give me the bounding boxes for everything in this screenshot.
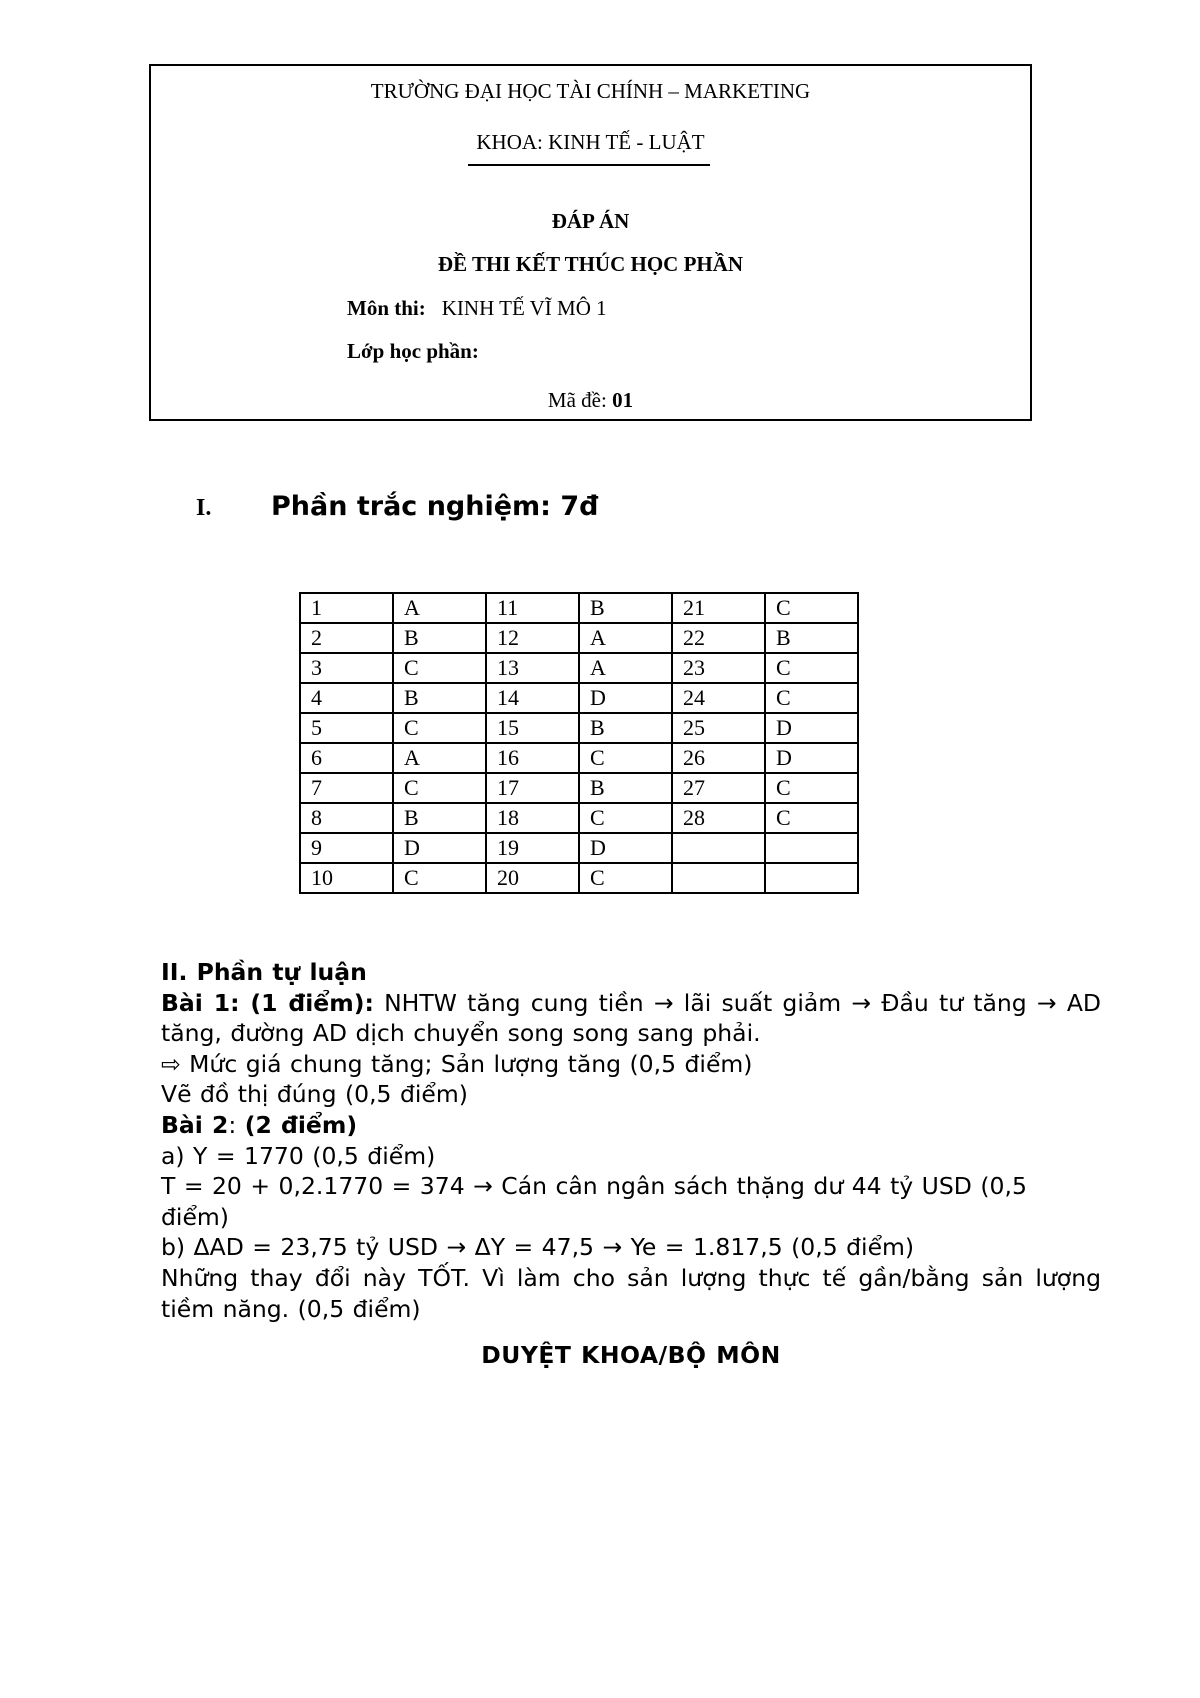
table-row: [300, 773, 858, 803]
bai2-part-b: b) ΔAD = 23,75 tỷ USD → ΔY = 47,5 → Ye = 1.817,5 (0,5 điểm): [161, 1233, 915, 1262]
answer-letter-cell: A: [393, 593, 486, 623]
subject-value: KINH TẾ VĨ MÔ 1: [441, 296, 607, 320]
answer-letter-cell: C: [765, 683, 858, 713]
exam-code-value: 01: [612, 388, 634, 412]
table-row: [300, 803, 858, 833]
table-row: [300, 863, 858, 893]
question-number-cell: [672, 863, 765, 893]
answer-letter-cell: B: [393, 803, 486, 833]
table-row: [300, 683, 858, 713]
bai2-points: (2 điểm): [244, 1110, 358, 1139]
faculty-name: KHOA: KINH TẾ - LUẬT: [476, 130, 705, 154]
answer-letter-cell: D: [765, 713, 858, 743]
faculty-underline: [468, 164, 710, 166]
answer-letter-cell: C: [579, 863, 672, 893]
question-number-cell: 21: [672, 593, 765, 623]
answer-letter-cell: C: [393, 863, 486, 893]
question-number-cell: 1: [300, 593, 393, 623]
answer-letter-cell: B: [393, 683, 486, 713]
table-row: [300, 593, 858, 623]
answer-letter-cell: C: [765, 593, 858, 623]
question-number-cell: 11: [486, 593, 579, 623]
bai2-heading: [161, 1110, 1101, 1141]
section-1-heading: [196, 489, 598, 525]
answer-letter-cell: C: [393, 773, 486, 803]
answer-letter-cell: A: [579, 623, 672, 653]
subject-field: [347, 296, 607, 320]
answer-letter-cell: [765, 833, 858, 863]
question-number-cell: 3: [300, 653, 393, 683]
question-number-cell: 23: [672, 653, 765, 683]
answer-letter-cell: B: [579, 593, 672, 623]
exam-code: [151, 388, 1030, 412]
document-title: ĐÁP ÁN: [551, 209, 630, 233]
answer-letter-cell: B: [765, 623, 858, 653]
answer-letter-cell: C: [765, 773, 858, 803]
essay-section: [161, 957, 1101, 1371]
question-number-cell: 25: [672, 713, 765, 743]
bai1-text: NHTW tăng cung tiền → lãi suất giảm → Đầu tư tăng → AD tăng, đường AD dịch chuyển song song sang phải.: [161, 988, 1101, 1048]
exam-header-box: [149, 64, 1032, 421]
bai2-tax-line: T = 20 + 0,2.1770 = 374 → Cán cân ngân sách thặng dư 44 tỷ USD (0,5 điểm): [161, 1172, 1027, 1231]
question-number-cell: 24: [672, 683, 765, 713]
table-row: [300, 653, 858, 683]
table-row: [300, 743, 858, 773]
answer-letter-cell: B: [579, 713, 672, 743]
question-number-cell: 28: [672, 803, 765, 833]
question-number-cell: 4: [300, 683, 393, 713]
answer-letter-cell: C: [579, 743, 672, 773]
question-number-cell: 19: [486, 833, 579, 863]
answer-letter-cell: A: [393, 743, 486, 773]
answer-letter-cell: C: [765, 653, 858, 683]
question-number-cell: 15: [486, 713, 579, 743]
question-number-cell: 20: [486, 863, 579, 893]
question-number-cell: 5: [300, 713, 393, 743]
answer-key-table: [299, 592, 859, 894]
question-number-cell: [672, 833, 765, 863]
table-row: [300, 833, 858, 863]
question-number-cell: 13: [486, 653, 579, 683]
approval-signature-label: DUYỆT KHOA/BỘ MÔN: [481, 1341, 781, 1370]
answer-letter-cell: D: [765, 743, 858, 773]
question-number-cell: 18: [486, 803, 579, 833]
question-number-cell: 22: [672, 623, 765, 653]
answer-letter-cell: D: [579, 833, 672, 863]
question-number-cell: 27: [672, 773, 765, 803]
question-number-cell: 16: [486, 743, 579, 773]
bai2-part-a: a) Y = 1770 (0,5 điểm): [161, 1141, 436, 1170]
university-name: TRƯỜNG ĐẠI HỌC TÀI CHÍNH – MARKETING: [370, 79, 811, 103]
class-field: [347, 339, 479, 363]
answer-letter-cell: C: [765, 803, 858, 833]
table-row: [300, 623, 858, 653]
bai2-conclusion: Những thay đổi này TỐT. Vì làm cho sản lượng thực tế gần/bằng sản lượng tiềm năng. (0,5 điểm): [161, 1263, 1101, 1323]
answer-letter-cell: C: [393, 653, 486, 683]
bai2-separator: :: [228, 1110, 245, 1139]
answer-letter-cell: [765, 863, 858, 893]
exam-code-label: Mã đề:: [547, 388, 607, 412]
section-1-number: I.: [196, 495, 212, 521]
bai2-label: Bài 2: [161, 1110, 229, 1139]
question-number-cell: 12: [486, 623, 579, 653]
answer-letter-cell: C: [393, 713, 486, 743]
answer-letter-cell: D: [579, 683, 672, 713]
question-number-cell: 9: [300, 833, 393, 863]
question-number-cell: 8: [300, 803, 393, 833]
class-label: Lớp học phần:: [347, 339, 479, 363]
bai1-label: Bài 1: (1 điểm):: [161, 988, 374, 1017]
answer-letter-cell: D: [393, 833, 486, 863]
section-2-title: II. Phần tự luận: [161, 958, 367, 986]
bai1-paragraph: [161, 988, 1101, 1049]
question-number-cell: 10: [300, 863, 393, 893]
section-1-title: Phần trắc nghiệm: 7đ: [271, 491, 599, 522]
question-number-cell: 2: [300, 623, 393, 653]
answer-letter-cell: B: [579, 773, 672, 803]
document-subtitle: ĐỀ THI KẾT THÚC HỌC PHẦN: [437, 252, 744, 276]
question-number-cell: 7: [300, 773, 393, 803]
subject-label: Môn thi:: [347, 296, 426, 320]
question-number-cell: 14: [486, 683, 579, 713]
answer-letter-cell: C: [579, 803, 672, 833]
table-row: [300, 713, 858, 743]
question-number-cell: 6: [300, 743, 393, 773]
answer-letter-cell: A: [579, 653, 672, 683]
answer-letter-cell: B: [393, 623, 486, 653]
question-number-cell: 17: [486, 773, 579, 803]
bai1-result: ⇨ Mức giá chung tăng; Sản lượng tăng (0,5 điểm): [161, 1049, 753, 1078]
question-number-cell: 26: [672, 743, 765, 773]
bai1-graph-note: Vẽ đồ thị đúng (0,5 điểm): [161, 1080, 468, 1109]
